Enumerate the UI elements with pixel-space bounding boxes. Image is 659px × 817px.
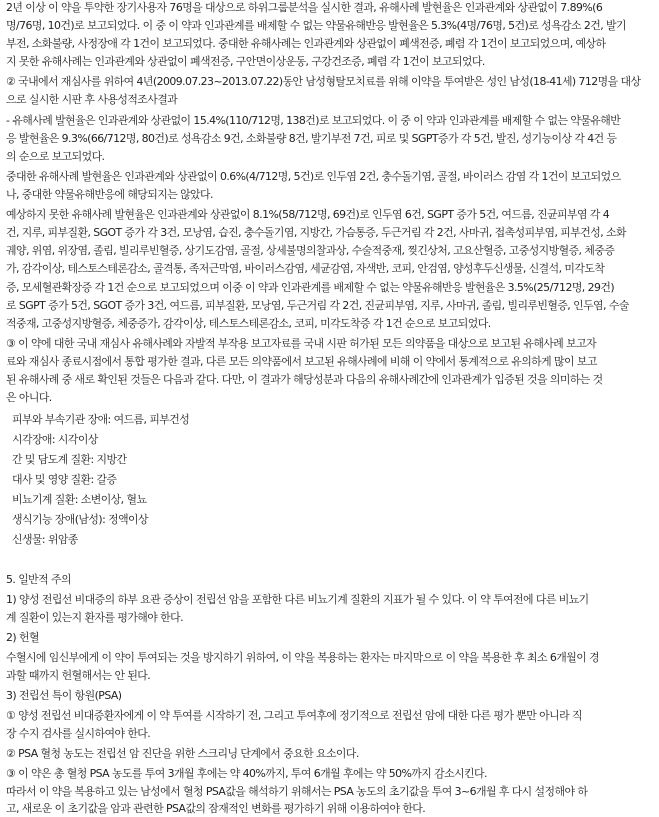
text-line: 된 유해사례 중 새로 확인된 것들은 다음과 같다. 다만, 이 결과가 해당성분과 다음의 유해사례간에 인과관계가 입증된 것을 의미하는 것 (6, 373, 603, 386)
subsection-heading: 3) 전립선 특이 항원(PSA) (6, 689, 122, 702)
text-line: 명/76명, 10건)로 보고되었다. 이 중 이 약과 인과관계를 배제할 수 없는 약물유해반응 발현율은 5.3%(4명/76명, 5건)로 성욕감소 2건, 발기 (6, 19, 627, 32)
text-line: 예상하지 못한 유해사례 발현율은 인과관계와 상관없이 8.1%(58/712명, 69건)로 인두염 6건, SGPT 증가 5건, 여드름, 진균피부염 각 4 (6, 208, 610, 221)
text-line: 따라서 이 약을 복용하고 있는 남성에서 혈청 PSA값을 해석하기 위해서는 PSA 농도의 초기값을 투여 3~6개월 후 다시 설정해야 하 (6, 785, 588, 798)
text-line: 중대한 유해사례 발현율은 인과관계와 상관없이 0.6%(4/712명, 5건)로 인두염 2건, 충수돌기염, 골절, 바이러스 감염 각 1건이 보고되었으 (6, 170, 621, 183)
text-line: 지 못한 유해사례는 인과관계와 상관없이 폐색전증, 구안면이상운동, 구강건조증, 폐렴 각 1건이 보고되었다. (6, 55, 485, 68)
text-line: 궤양, 위염, 위장염, 졸림, 빌리루빈혈증, 상기도감염, 골절, 상세불명의찰과상, 수술적중재, 찢긴상처, 고요산혈증, 고중성지방혈증, 체중증 (6, 244, 615, 257)
text-line: 증, 모세혈관확장증 각 1건 순으로 보고되었으며 이중 이 약과 인과관계를 배제할 수 없는 약물유해반응 발현율은 3.5%(25/712명, 29건) (6, 281, 615, 294)
text-line: 의 순으로 보고되었다. (6, 150, 105, 163)
section-heading: 5. 일반적 주의 (6, 573, 71, 586)
text-line: - 유해사례 발현율은 인과관계와 상관없이 15.4%(110/712명, 138건)로 보고되었다. 이 중 이 약과 인과관계를 배제할 수 없는 약물유해반 (6, 114, 621, 127)
adverse-event-item: 비뇨기계 질환: 소변이상, 혈뇨 (12, 493, 147, 506)
text-line: 은 아니다. (6, 391, 52, 404)
text-line: 과할 때까지 헌혈해서는 안 된다. (6, 669, 151, 682)
text-line: 적중재, 고중성지방혈증, 체중증가, 감각이상, 테스토스테론감소, 코피, 미각도착증 각 1건 순으로 보고되었다. (6, 317, 491, 330)
adverse-event-item: 생식기능 장애(남성): 정액이상 (12, 513, 148, 526)
text-line: 계 질환이 있는지 환자를 평가해야 한다. (6, 611, 183, 624)
text-line: 2년 이상 이 약을 투약한 장기사용자 76명을 대상으로 하위그룹분석을 실시한 결과, 유해사례 발현율은 인과관계와 상관없이 7.89%(6 (6, 1, 603, 14)
text-line: 부전, 소화불량, 사정장애 각 1건이 보고되었다. 중대한 유해사례는 인과관계와 상관없이 폐색전증, 폐렴 각 1건이 보고되었으며, 예상하 (6, 37, 606, 50)
adverse-event-item: 대사 및 영양 질환: 갈증 (12, 473, 117, 486)
text-line: 가, 감각이상, 테스토스테론감소, 골격통, 족저근막염, 바이러스감염, 세균감염, 자색반, 코피, 안검염, 양성후두신생물, 신결석, 미각도착 (6, 262, 605, 275)
text-line: 으로 실시한 시판 후 사용성적조사결과 (6, 93, 178, 106)
text-line: 1) 양성 전립선 비대증의 하부 요관 증상이 전립선 암을 포함한 다른 비뇨기계 질환의 지표가 될 수 있다. 이 약 투여전에 다른 비뇨기 (6, 593, 589, 606)
adverse-event-item: 피부와 부속기관 장애: 여드름, 피부건성 (12, 413, 190, 426)
adverse-event-item: 간 및 담도계 질환: 지방간 (12, 453, 127, 466)
text-line: ③ 이 약은 총 혈청 PSA 농도를 투여 3개월 후에는 약 40%까지, 투여 6개월 후에는 약 50%까지 감소시킨다. (6, 767, 487, 780)
text-line: 고, 새로운 이 초기값을 암과 관련한 PSA값의 잠재적인 변화를 평가하기 위해 이용하여야 한다. (6, 802, 426, 815)
text-line: ② PSA 혈청 농도는 전립선 암 진단을 위한 스크리닝 단계에서 중요한 요소이다. (6, 747, 359, 760)
adverse-event-item: 시각장애: 시각이상 (12, 433, 98, 446)
text-line: 수혈시에 임신부에게 이 약이 투여되는 것을 방지하기 위하여, 이 약을 복용하는 환자는 마지막으로 이 약을 복용한 후 최소 6개월이 경 (6, 651, 600, 664)
text-line: 건, 지루, 피부질환, SGOT 증가 각 3건, 모낭염, 습진, 충수돌기염, 지방간, 가슴통증, 두근거림 각 2건, 사마귀, 접촉성피부염, 피부건성, 소화 (6, 226, 626, 239)
text-line: ③ 이 약에 대한 국내 재심사 유해사례와 자발적 부작용 보고자료를 국내 시판 허가된 모든 의약품을 대상으로 보고된 유해사례 보고자 (6, 337, 597, 350)
subsection-heading: 2) 헌혈 (6, 631, 39, 644)
text-line: ② 국내에서 재심사를 위하여 4년(2009.07.23~2013.07.22)동안 남성형탈모치료를 위해 이약을 투여받은 성인 남성(18-41세) 712명을 대상 (6, 75, 641, 88)
blank-line (6, 552, 653, 568)
text-line: ① 양성 전립선 비대증환자에게 이 약 투여를 시작하기 전, 그리고 투여후에 정기적으로 전립선 암에 대한 다른 평가 뿐만 아니라 직 (6, 709, 582, 722)
text-line: 나, 중대한 약물유해반응에 해당되지는 않았다. (6, 188, 213, 201)
text-line: 료와 재심사 종료시점에서 통합 평가한 결과, 다른 모든 의약품에서 보고된 유해사례에 비해 이 약에서 통계적으로 유의하게 많이 보고 (6, 355, 597, 368)
text-line: 응 발현율은 9.3%(66/712명, 80건)로 성욕감소 9건, 소화불량 8건, 발기부전 7건, 피로 및 SGPT증가 각 5건, 발진, 성기능이상 각 4건 등 (6, 132, 617, 145)
text-line: 로 SGPT 증가 5건, SGOT 증가 3건, 여드름, 피부질환, 모낭염, 두근거림 각 2건, 진균피부염, 지루, 사마귀, 졸림, 빌리루빈혈증, 인두염, 수술 (6, 299, 629, 312)
text-line: 장 수지 검사를 실시하여야 한다. (6, 727, 151, 740)
adverse-event-item: 신생물: 위암종 (12, 533, 78, 546)
